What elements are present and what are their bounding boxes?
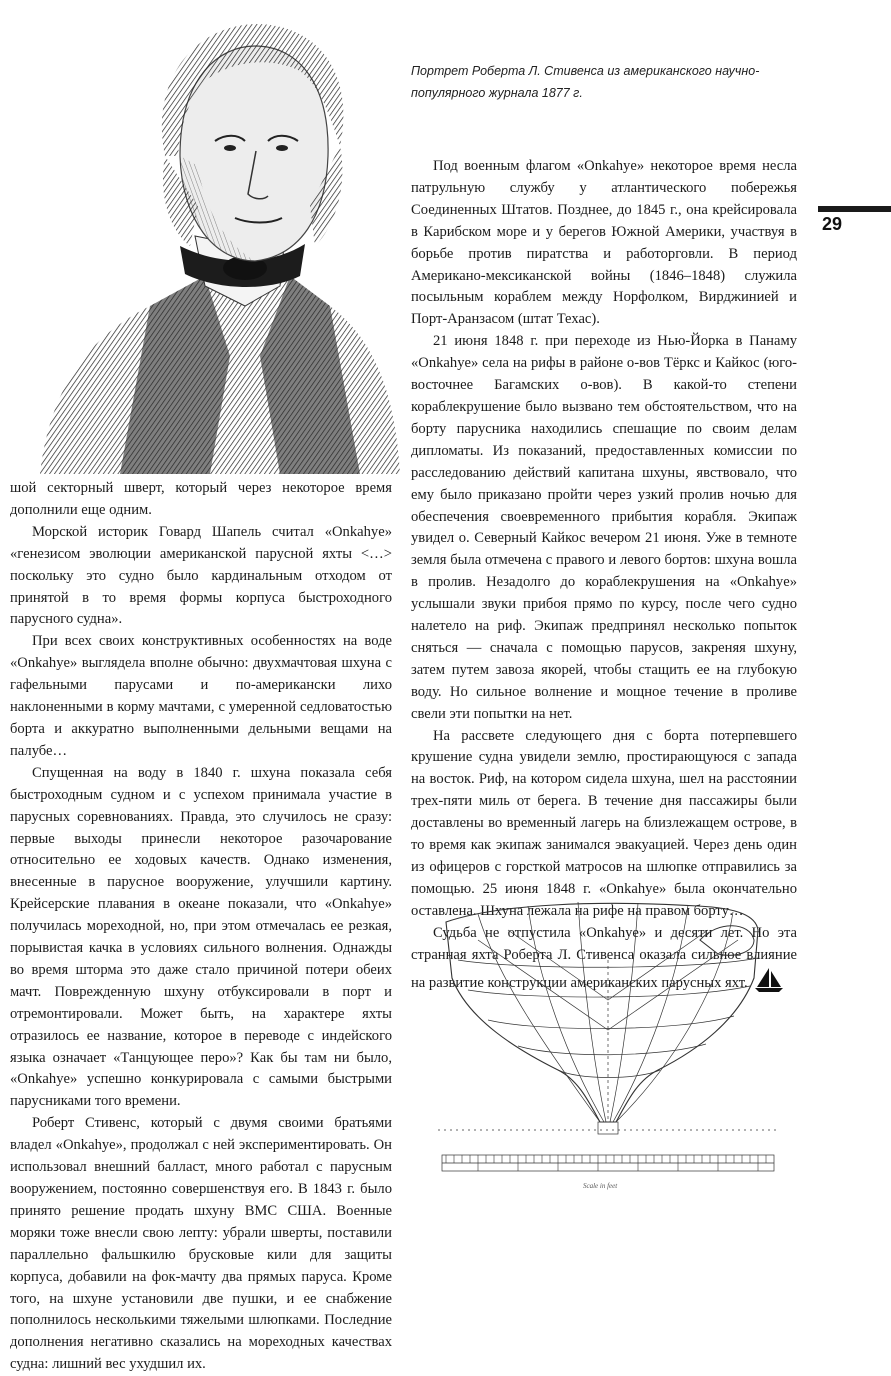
paragraph: Морской историк Говард Шапель считал «Onkahye» «генезисом эволюции американской парусной яхты <…> поскольку это судно было кардинальным отходом от принятой в то время формы корпуса быстроходного парусного судна». — [10, 523, 392, 628]
portrait-engraving — [30, 6, 402, 474]
right-column — [411, 156, 797, 994]
paragraph: 21 июня 1848 г. при переходе из Нью-Йорка в Панаму «Onkahye» села на рифы в районе о-вов Тёркс и Кайкос (юго-восточнее Багамских о-вов). В какой-то степени кораблекрушение было вызвано тем обстоятельством, что на борту парусника находились спешащие по своим делам дипломаты. Из показаний, предоставленных комиссии по расследованию действий капитана шхуны, явствовало, что ему было приказано пройти через узкий пролив ночью для обеспечения своевременного прибытия корабля. Экипаж увидел о. Северный Кайкос вечером 21 июня. Уже в темноте земля была отмечена с правого и левого бортов: шхуна вошла в пролив. Незадолго до кораблекрушения на «Onkahye» услышали звуки прибоя прямо по курсу, после чего судно налетело на риф. Экипаж предпринял несколько попыток сняться — сначала с помощью парусов, закреняя шхуну, затем путем завоза якорей, чтобы стащить ее на глубокую воду. Но сильное волнение и мощное течение в проливе свели эти попытки на нет. — [411, 333, 797, 722]
scale-label: Scale in feet — [583, 1182, 618, 1190]
paragraph: При всех своих конструктивных особенностях на воде «Onkahye» выглядела вполне обычно: двухмачтовая шхуна с гафельными парусами и по-американски лихо наклоненными в корму мачтами, с умеренной седловатостью борта и аккуратно выполненными дельными вещами на палубе… — [10, 633, 392, 759]
paragraph: Под военным флагом «Onkahye» некоторое время несла патрульную службу у атлантического побережья Соединенных Штатов. Позднее, до 1845 г., она крейсировала в Карибском море и у берегов Южной Америки, участвуя в борьбе против пиратства и работорговли. В период Американо-мексиканской войны (1846–1848) служила посыльным кораблем между Норфолком, Вирджинией и Порт-Аранзасом (штат Техас). — [411, 158, 797, 328]
paragraph: Спущенная на воду в 1840 г. шхуна показала себя быстроходным судном и с успехом принимала участие в парусных соревнованиях. Правда, это случилось не сразу: первые выходы принесли некоторое разочарование относительно ее ходовых качеств. Однако изменения, внесенные в парусное вооружение, улучшили картину. Крейсерские плавания в океане показали, что «Onkahye» получилась мореходной, но, при этом отмечалась ее резкая, порывистая качка в условиях сильного волнения. Однажды во время шторма это даже стало причиной потери обеих мачт. Поврежденную шхуну отбуксировали в порт и отремонтировали. Может быть, на характере яхты отразилось ее название, которое в переводе с индейского языка означает «Танцующее перо»? Как бы там ни было, «Onkahye» успешно конкурировала с самыми быстрыми парусниками того времени. — [10, 764, 392, 1110]
page-number: 29 — [822, 214, 843, 234]
left-column — [10, 478, 392, 1376]
paragraph-text: Судьба не отпустила «Onkahye» и десяти лет. Но эта странная яхта Роберта Л. Стивенса оказала сильное влияние на развитие конструкции американских парусных яхт. — [411, 924, 797, 991]
paragraph: Роберт Стивенс, который с двумя своими братьями владел «Onkahye», продолжал с ней экспериментировать. Он использовал внешний балласт, много работал с парусным вооружением, постоянно совершенствуя его. В 1843 г. было принято решение продать шхуну ВМС США. Военные моряки тоже внесли свою лепту: убрали шверты, поставили параллельно фальшкилю брусковые кили для защиты корпуса, добавили на фок-мачту два прямых паруса. Кроме того, на шхуне установили две пушки, и ее снабжение пополнилось несколькими тяжелыми шлюпками. Последние дополнения негативно сказались на мореходных качествах судна: лишний вес ухудшил их. — [10, 1115, 392, 1373]
paragraph: шой секторный шверт, который через некоторое время дополнили еще одним. — [10, 480, 392, 518]
paragraph: На рассвете следующего дня с борта потерпевшего крушение судна увидели землю, простирающуюся с запада на восток. Риф, на котором сидела шхуна, шел на расстоянии трех-пяти миль от берега. В течение дня пассажиры были доставлены во временный лагерь на близлежащем острове, в то время как экипаж занимался эвакуацией. Через день один из офицеров с горсткой матросов на шлюпке отправились за помощью. 25 июня 1848 г. «Onkahye» была окончательно оставлена. Шхуна лежала на рифе на правом борту… — [411, 727, 797, 919]
portrait-caption: Портрет Роберта Л. Стивенса из американского научно-популярного журнала 1877 г. — [411, 64, 760, 100]
hull-lines-plan — [438, 900, 778, 1185]
page-number-bar — [818, 206, 891, 212]
